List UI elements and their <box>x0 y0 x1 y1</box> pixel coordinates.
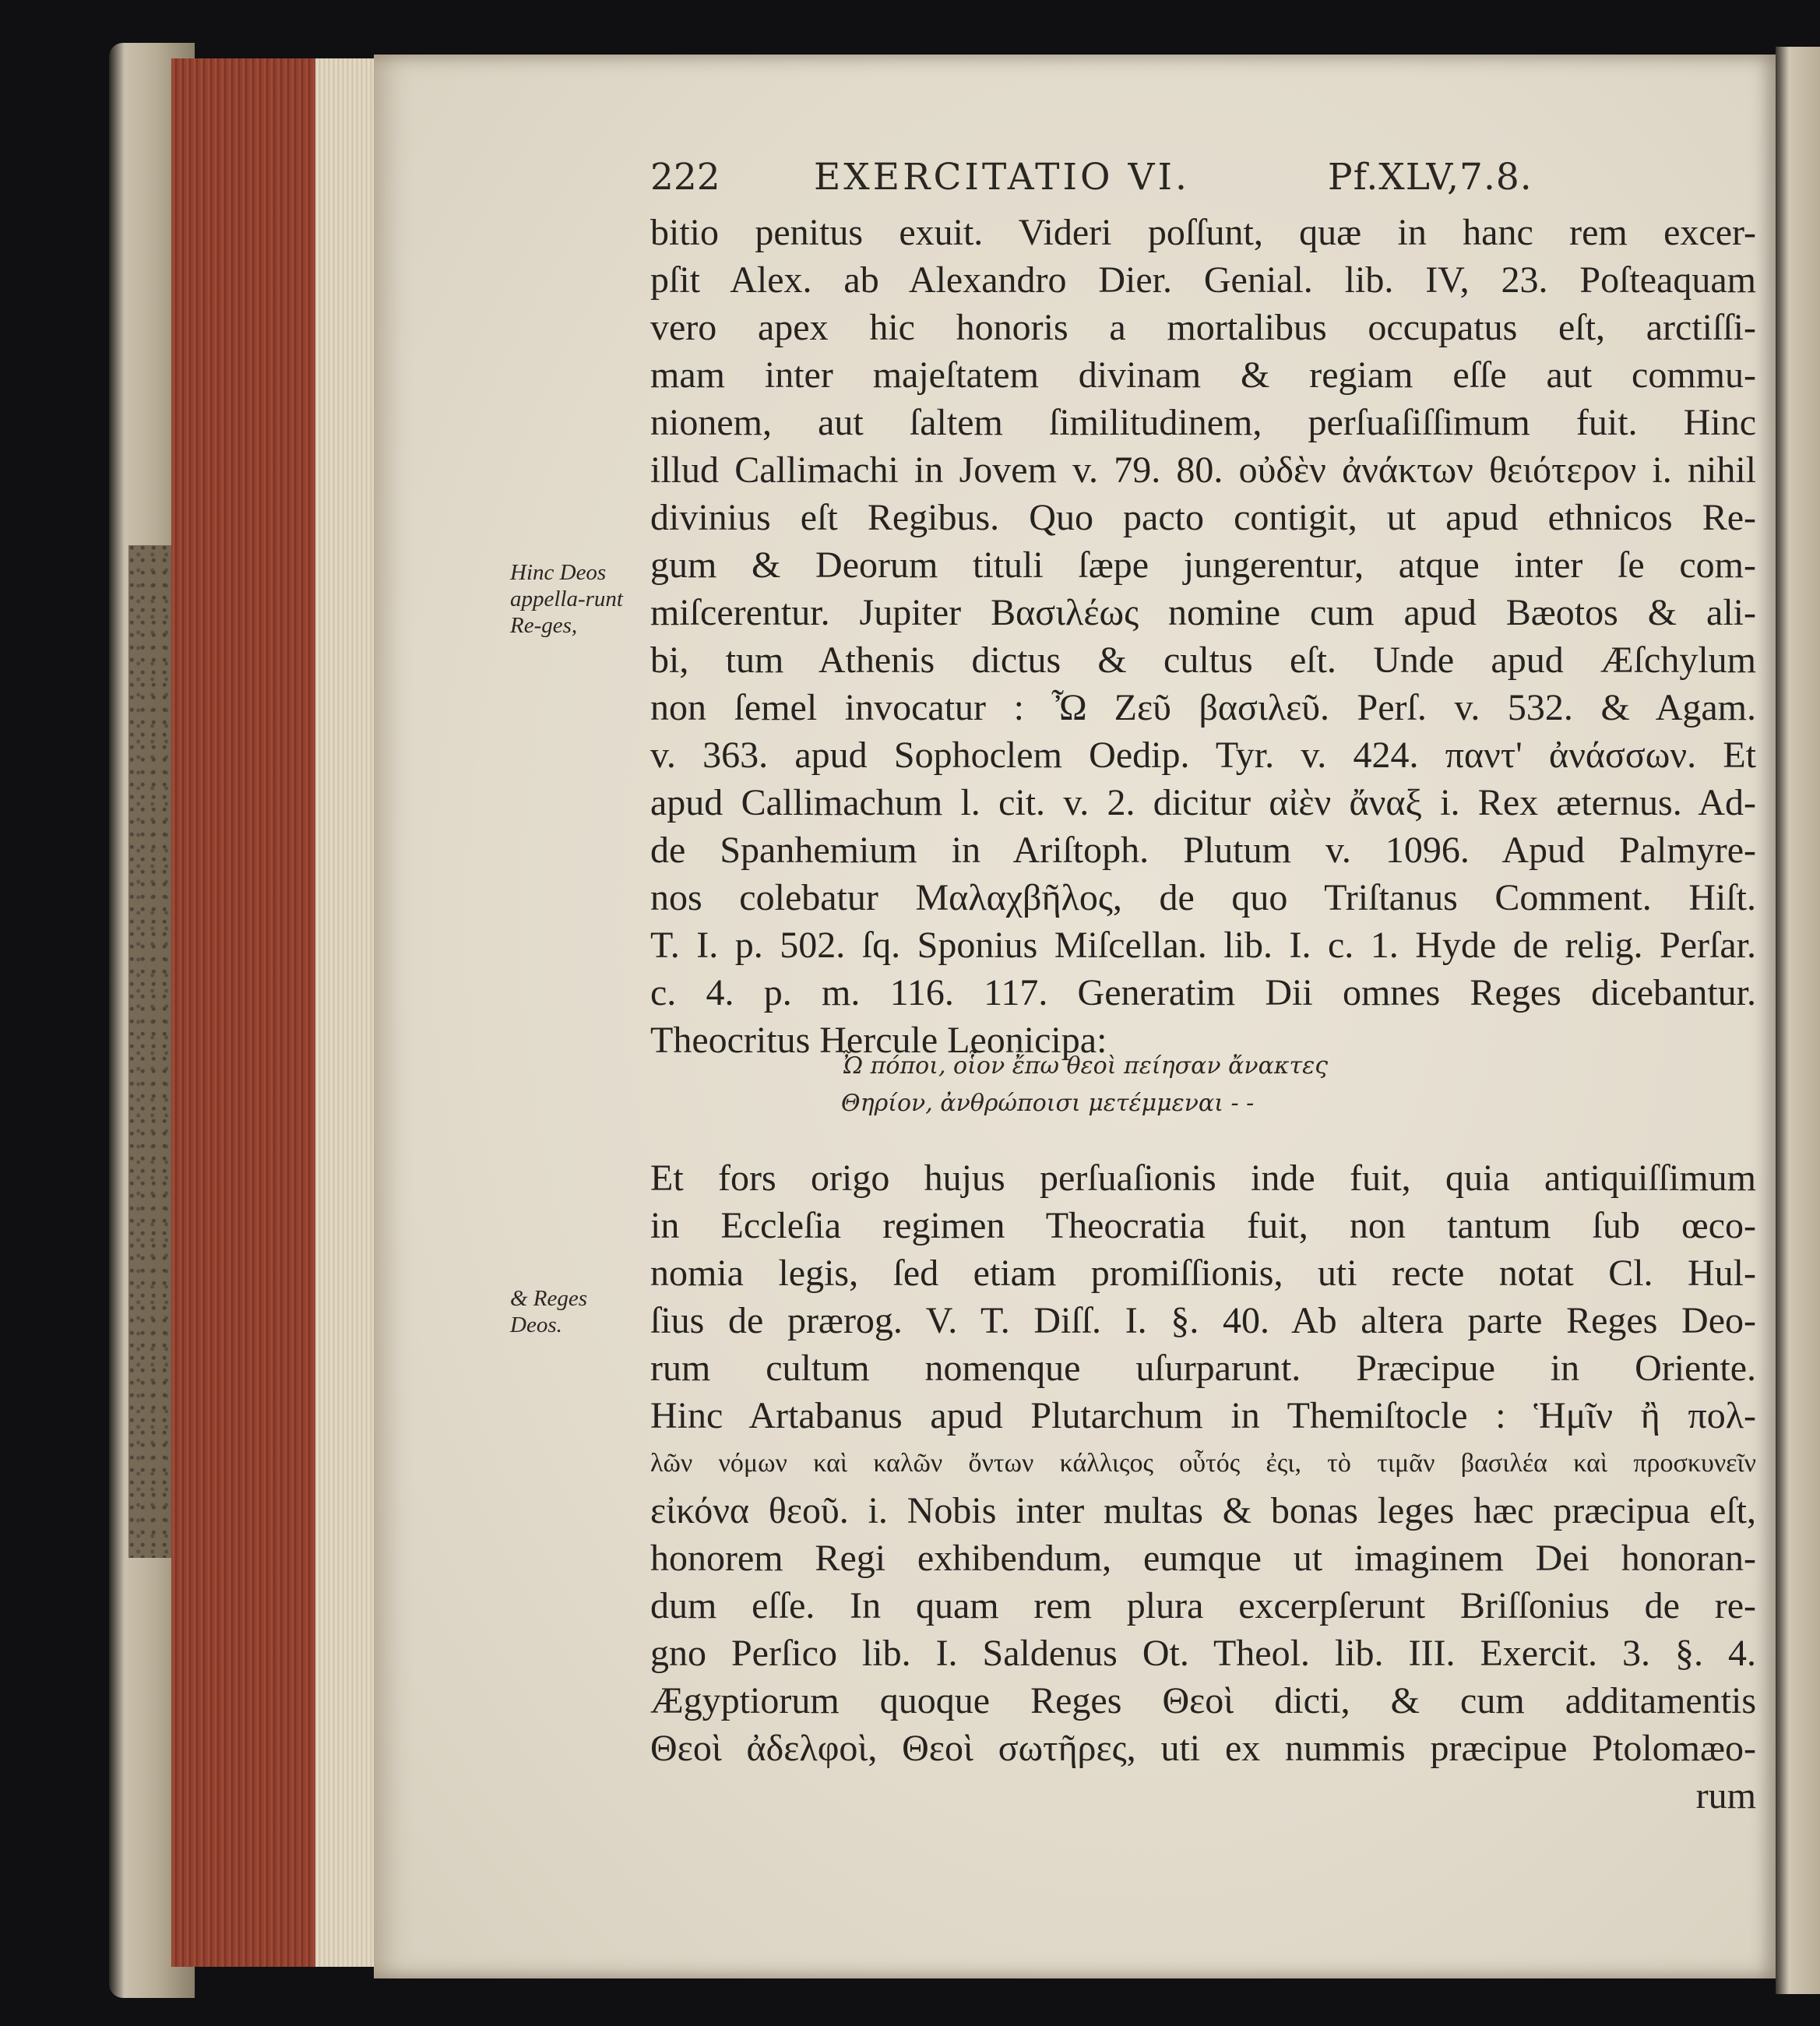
text-line: Hinc Artabanus apud Plutarchum in Themiſtocle : Ἡμῖν ἢ πολ- <box>650 1395 1756 1436</box>
body-text-bottom <box>650 1154 1756 1820</box>
text-line: Ægyptiorum quoque Reges Θεοὶ dicti, & cum additamentis <box>650 1680 1756 1721</box>
text-line: Et fors origo hujus perſuaſionis inde fuit, quia antiquiſſimum <box>650 1157 1756 1199</box>
text-line: de Spanhemium in Ariſtoph. Plutum v. 1096. Apud Palmyre- <box>650 830 1756 871</box>
text-line: divinius eſt Regibus. Quo pacto contigit, ut apud ethnicos Re- <box>650 497 1756 538</box>
text-line: apud Callimachum l. cit. v. 2. dicitur αἰὲν ἄναξ i. Rex æternus. Ad- <box>650 782 1756 823</box>
text-line: mam inter majeſtatem divinam & regiam eſſe aut commu- <box>650 354 1756 396</box>
verse-line: Ὦ πόποι, οἷον ἔπω θεοὶ πείησαν ἄνακτες <box>841 1052 1329 1080</box>
text-line: rum cultum nomenque uſurparunt. Præcipue in Oriente. <box>650 1348 1756 1389</box>
verse-line: Θηρίον, ἀνθρώποισι μετέμμεναι - - <box>841 1090 1255 1117</box>
running-header <box>650 156 1756 210</box>
text-line: non ſemel invocatur : Ὦ Ζεῦ βασιλεῦ. Perſ. v. 532. & Agam. <box>650 687 1756 728</box>
text-line: nos colebatur Μαλαχβῆλος, de quo Triſtanus Comment. Hiſt. <box>650 877 1756 918</box>
text-line: nionem, aut ſaltem ſimilitudinem, perſuaſiſſimum fuit. Hinc <box>650 402 1756 443</box>
text-line: in Eccleſia regimen Theocratia fuit, non tantum ſub œco- <box>650 1205 1756 1246</box>
body-text-top <box>650 209 1756 1064</box>
text-line: v. 363. apud Sophoclem Oedip. Tyr. v. 424. παντ' ἀνάσσων. Et <box>650 735 1756 776</box>
facing-page-edge <box>1776 47 1820 1994</box>
text-line: gno Perſico lib. I. Saldenus Ot. Theol. lib. III. Exercit. 3. §. 4. <box>650 1633 1756 1674</box>
text-line: εἰκόνα θεοῦ. i. Nobis inter multas & bonas leges hæc præcipua eſt, <box>650 1490 1756 1531</box>
text-line: bi, tum Athenis dictus & cultus eſt. Unde apud Æſchylum <box>650 640 1756 681</box>
text-line: c. 4. p. m. 116. 117. Generatim Dii omnes Reges dicebantur. <box>650 972 1756 1013</box>
text-line: Theocritus Hercule Leonicipa: <box>650 1020 1107 1061</box>
text-line: dum eſſe. In quam rem plura excerpſerunt Briſſonius de re- <box>650 1585 1756 1626</box>
red-page-edges <box>171 58 319 1967</box>
text-line: nomia legis, ſed etiam promiſſionis, uti recte notat Cl. Hul- <box>650 1253 1756 1294</box>
text-line: illud Callimachi in Jovem v. 79. 80. οὐδὲν ἀνάκτων θειότερον i. nihil <box>650 449 1756 491</box>
text-line: honorem Regi exhibendum, eumque ut imaginem Dei honoran- <box>650 1538 1756 1579</box>
text-line: rum <box>1695 1775 1756 1816</box>
text-line: gum & Deorum tituli ſæpe jungerentur, atque inter ſe com- <box>650 544 1756 586</box>
page-edges <box>315 58 378 1967</box>
text-line: vero apex hic honoris a mortalibus occupatus eſt, arctiſſi- <box>650 307 1756 348</box>
text-line: λῶν νόμων καὶ καλῶν ὄντων κάλλιςος οὗτός ἐςι, τὸ τιμᾶν βασιλέα καὶ προσκυνεῖν <box>650 1449 1756 1478</box>
header-title: EXERCITATIO VI. <box>814 156 1190 199</box>
margin-note: Hinc Deos appella-runt Re-ges, <box>510 560 623 638</box>
text-line: T. I. p. 502. ſq. Sponius Miſcellan. lib. I. c. 1. Hyde de relig. Perſar. <box>650 925 1756 966</box>
greek-verse-quote <box>841 1048 1558 1122</box>
text-line: miſcerentur. Jupiter Βασιλέως nomine cum apud Bæotos & ali- <box>650 592 1756 633</box>
header-reference: Pf.XLV,7.8. <box>1328 156 1533 199</box>
text-line: ſius de prærog. V. T. Diſſ. I. §. 40. Ab altera parte Reges Deo- <box>650 1300 1756 1341</box>
text-line: pſit Alex. ab Alexandro Dier. Genial. lib. IV, 23. Poſteaquam <box>650 259 1756 301</box>
text-line: Θεοὶ ἀδελφοὶ, Θεοὶ σωτῆρες, uti ex nummis præcipue Ptolomæo- <box>650 1728 1756 1769</box>
text-line: bitio penitus exuit. Videri poſſunt, quæ in hanc rem excer- <box>650 212 1756 253</box>
page-number: 222 <box>650 156 720 199</box>
margin-note: & Reges Deos. <box>510 1286 588 1337</box>
